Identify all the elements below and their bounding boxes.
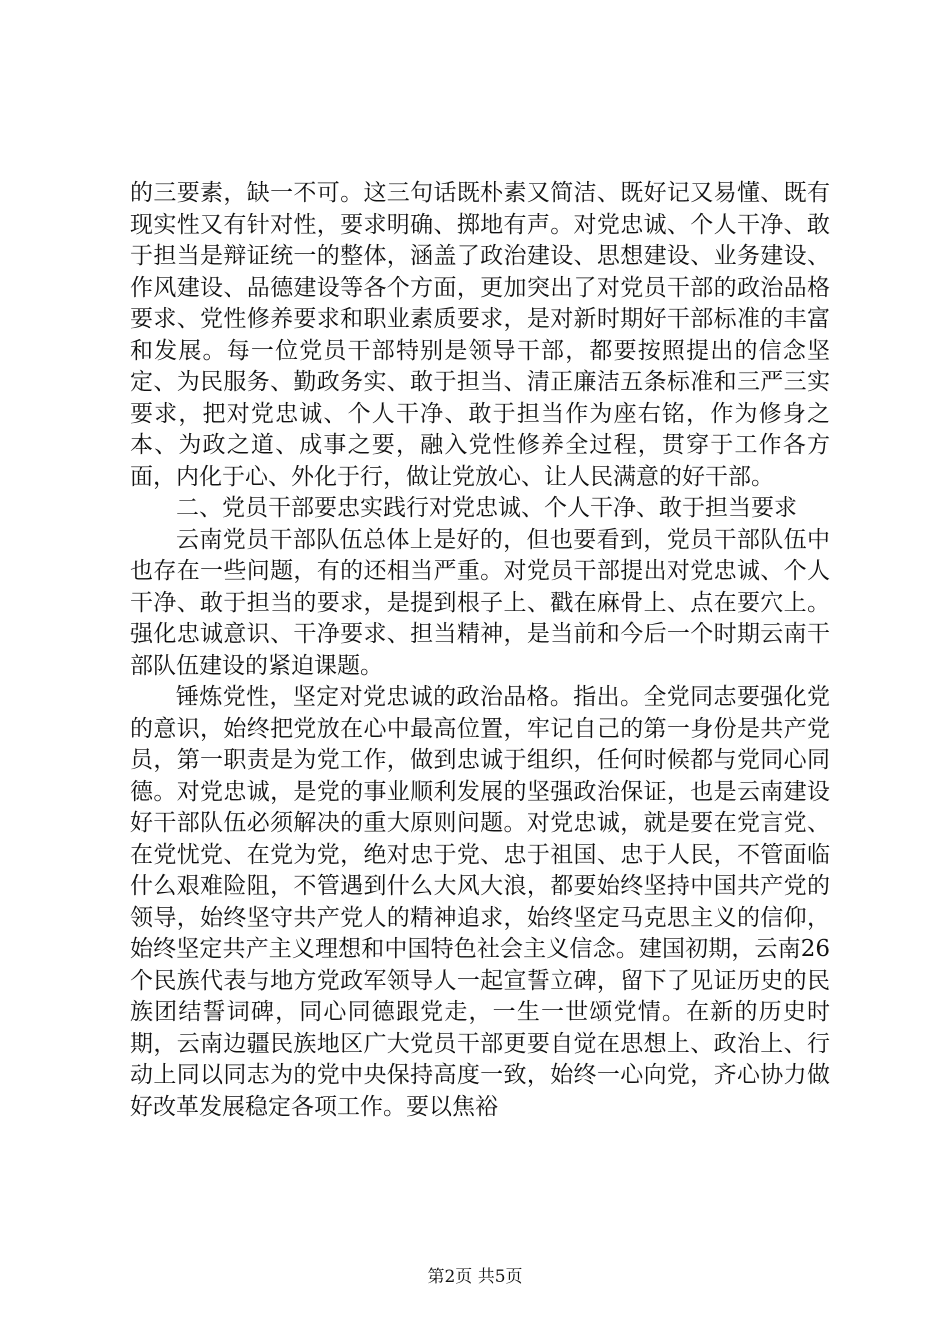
page-footer: 第2页 共5页 <box>427 1267 523 1287</box>
paragraph-1: 的三要素，缺一不可。这三句话既朴素又简洁、既好记又易懂、既有现实性又有针对性，要求明确、掷地有声。对党忠诚、个人干净、敢于担当是辩证统一的整体，涵盖了政治建设、思想建设、业务建设、作风建设、品德建设等各个方面，更加突出了对党员干部的政治品格要求、党性修养要求和职业素质要求，是对新时期好干部标准的丰富和发展。每一位党员干部特别是领导干部，都要按照提出的信念坚定、为民服务、勤政务实、敢于担当、清正廉洁五条标准和三严三实要求，把对党忠诚、个人干净、敢于担当作为座右铭，作为修身之本、为政之道、成事之要，融入党性修养全过程，贯穿于工作各方面，内化于心、外化于行，做让党放心、让人民满意的好干部。 <box>130 180 830 490</box>
body-text <box>130 178 830 1123</box>
paragraph-3: 锤炼党性，坚定对党忠诚的政治品格。指出。全党同志要强化党的意识，始终把党放在心中最高位置，牢记自己的第一身份是共产党员，第一职责是为党工作，做到忠诚于组织，任何时候都与党同心同德。对党忠诚，是党的事业顺利发展的坚强政治保证，也是云南建设好干部队伍必须解决的重大原则问题。对党忠诚，就是要在党言党、在党忧党、在党为党，绝对忠于党、忠于祖国、忠于人民，不管面临什么艰难险阻，不管遇到什么大风大浪，都要始终坚持中国共产党的领导，始终坚守共产党人的精神追求，始终坚定马克思主义的信仰，始终坚定共产主义理想和中国特色社会主义信念。建国初期，云南26个民族代表与地方党政军领导人一起宣誓立碑，留下了见证历史的民族团结誓词碑，同心同德跟党走，一生一世颂党情。在新的历史时期，云南边疆民族地区广大党员干部更要自觉在思想上、政治上、行动上同以同志为的党中央保持高度一致，始终一心向党，齐心协力做好改革发展稳定各项工作。要以焦裕 <box>130 684 830 1120</box>
section-heading: 二、党员干部要忠实践行对党忠诚、个人干净、敢于担当要求 <box>176 495 797 521</box>
paragraph-2: 云南党员干部队伍总体上是好的，但也要看到，党员干部队伍中也存在一些问题，有的还相当严重。对党员干部提出对党忠诚、个人干净、敢于担当的要求，是提到根子上、戳在麻骨上、点在要穴上。强化忠诚意识、干净要求、担当精神，是当前和今后一个时期云南干部队伍建设的紧迫课题。 <box>130 526 830 679</box>
